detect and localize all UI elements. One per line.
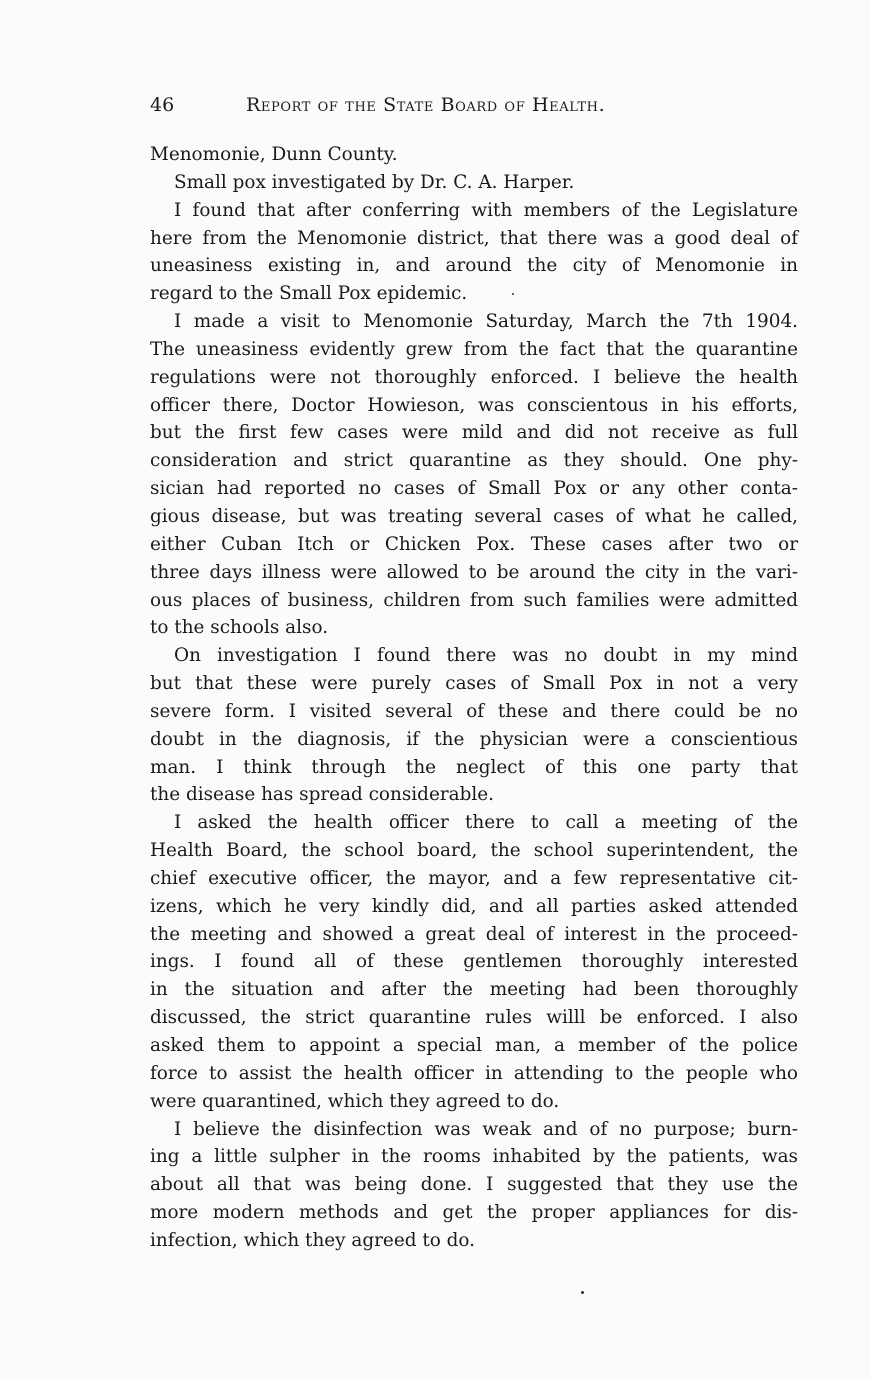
print-speck-mark	[581, 1291, 584, 1294]
text-line: Health Board, the school board, the school superintendent, the	[150, 840, 798, 862]
text-line: gious disease, but was treating several cases of what he called,	[150, 505, 798, 527]
running-header	[150, 90, 710, 124]
text-line: but the first few cases were mild and did not receive as full	[150, 422, 798, 444]
text-line: I asked the health officer there to call a meeting of the	[174, 812, 798, 834]
text-line: the disease has spread considerable.	[150, 784, 494, 806]
text-line: Small pox investigated by Dr. C. A. Harper.	[174, 171, 575, 193]
text-line: uneasiness existing in, and around the city of Menomonie in	[150, 255, 798, 277]
paragraph	[150, 1116, 798, 1255]
text-line: chief executive officer, the mayor, and a few representative cit-	[150, 867, 798, 889]
text-line: sician had reported no cases of Small Pox or any other conta-	[150, 478, 798, 500]
paragraph	[150, 809, 798, 1115]
text-line: force to assist the health officer in attending to the people who	[150, 1062, 798, 1084]
paragraph	[150, 197, 798, 308]
text-line: ing a little sulpher in the rooms inhabited by the patients, was	[150, 1146, 798, 1168]
text-line: about all that was being done. I suggested that they use the	[150, 1174, 798, 1196]
text-line: infection, which they agreed to do.	[150, 1229, 475, 1251]
text-line: man. I think through the neglect of this one party that	[150, 756, 798, 778]
paragraph	[150, 169, 798, 197]
text-line: either Cuban Itch or Chicken Pox. These cases after two or	[150, 533, 798, 555]
text-line: in the situation and after the meeting had been thoroughly	[150, 979, 798, 1001]
text-line: regard to the Small Pox epidemic.	[150, 283, 468, 305]
text-line: severe form. I visited several of these and there could be no	[150, 700, 798, 722]
body-text	[150, 141, 798, 1255]
text-line: asked them to appoint a special man, a member of the police	[150, 1035, 798, 1056]
text-line: I believe the disinfection was weak and of no purpose; burn-	[174, 1118, 798, 1140]
text-line: were quarantined, which they agreed to do.	[150, 1090, 560, 1112]
page-number: 46	[150, 94, 175, 116]
paragraph	[150, 141, 798, 169]
text-line: I made a visit to Menomonie Saturday, March the 7th 1904.	[174, 311, 798, 333]
text-line: regulations were not thoroughly enforced. I believe the health	[150, 366, 798, 388]
text-line: Menomonie, Dunn County.	[150, 144, 398, 165]
print-speck-mark	[512, 293, 514, 295]
text-line: consideration and strict quarantine as they should. One phy-	[150, 450, 798, 472]
running-title: Report of the State Board of Health.	[246, 94, 606, 116]
text-line: ous places of business, children from such families were admitted	[150, 589, 798, 611]
text-line: On investigation I found there was no doubt in my mind	[174, 645, 798, 667]
text-line: here from the Menomonie district, that there was a good deal of	[150, 227, 798, 249]
text-line: three days illness were allowed to be around the city in the vari-	[150, 561, 798, 583]
text-line: I found that after conferring with members of the Legislature	[174, 199, 798, 221]
text-line: The uneasiness evidently grew from the fact that the quarantine	[150, 338, 798, 360]
text-line: but that these were purely cases of Small Pox in not a very	[150, 673, 798, 695]
text-line: officer there, Doctor Howieson, was conscientous in his efforts,	[150, 394, 798, 416]
text-line: ings. I found all of these gentlemen thoroughly interested	[150, 951, 798, 973]
text-line: izens, which he very kindly did, and all parties asked attended	[150, 895, 798, 917]
paragraph	[150, 308, 798, 642]
text-line: doubt in the diagnosis, if the physician were a conscientious	[150, 728, 798, 750]
text-line: the meeting and showed a great deal of interest in the proceed-	[150, 923, 798, 945]
text-line: to the schools also.	[150, 617, 329, 639]
text-line: discussed, the strict quarantine rules willl be enforced. I also	[150, 1007, 798, 1029]
paragraph	[150, 642, 798, 809]
text-line: more modern methods and get the proper appliances for dis-	[150, 1202, 798, 1224]
